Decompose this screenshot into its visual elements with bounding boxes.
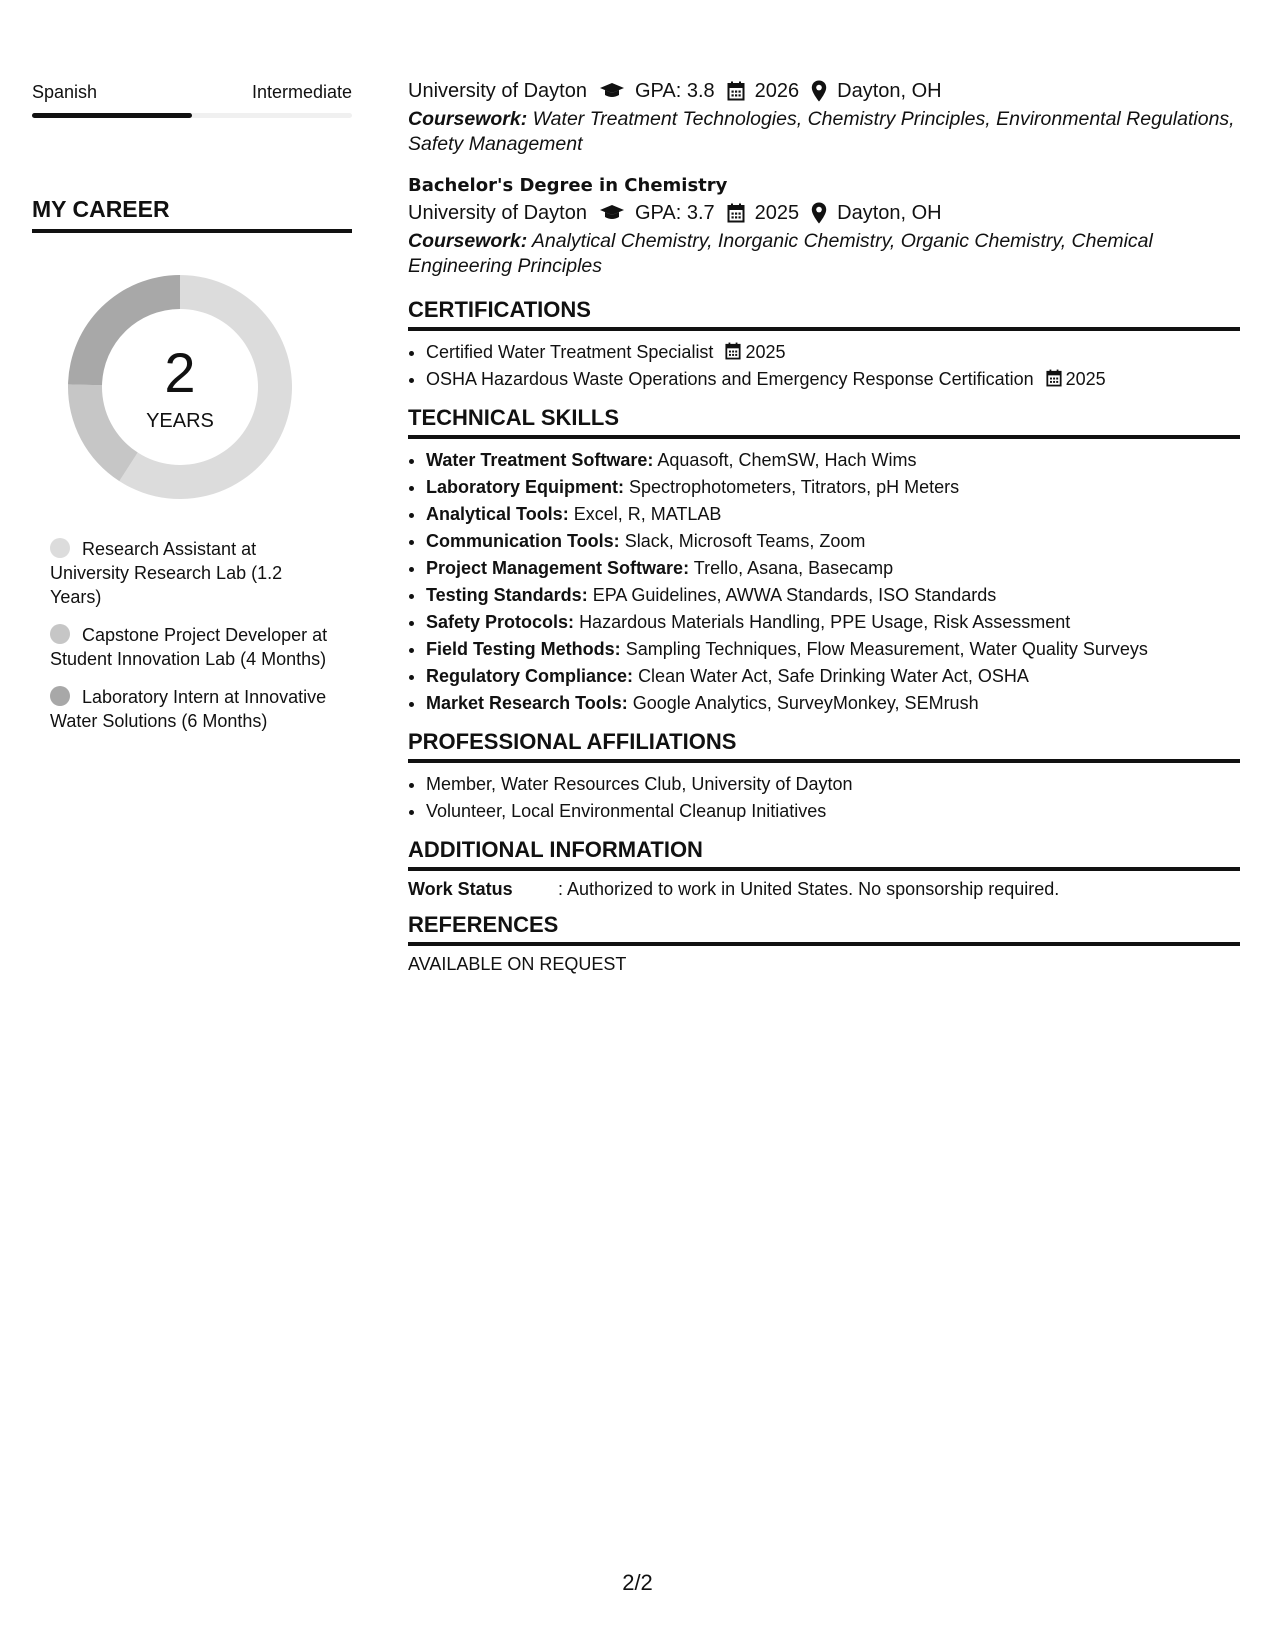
- education-meta: [408, 78, 1240, 104]
- skill-item: [426, 636, 1240, 663]
- skill-item: [426, 609, 1240, 636]
- skills-list: [408, 447, 1240, 717]
- career-item-label: Research Assistant at University Research Lab (1.2 Years): [50, 539, 283, 607]
- certification-name: OSHA Hazardous Waste Operations and Emergency Response Certification: [426, 369, 1034, 389]
- certification-year: 2025: [745, 342, 786, 362]
- legend-dot-icon: [50, 624, 70, 644]
- page-number: 2/2: [622, 1570, 653, 1595]
- skill-value: Excel, R, MATLAB: [573, 504, 722, 524]
- references-text: AVAILABLE ON REQUEST: [408, 954, 627, 974]
- skill-item: [426, 555, 1240, 582]
- career-item-label: Laboratory Intern at Innovative Water Solutions (6 Months): [50, 687, 327, 731]
- graduation-cap-icon: [599, 82, 625, 100]
- additional-info-title: ADDITIONAL INFORMATION: [408, 837, 1240, 871]
- career-legend-item: [50, 537, 330, 609]
- education-year: 2026: [754, 79, 800, 102]
- certifications-title: CERTIFICATIONS: [408, 297, 1240, 331]
- coursework-text: Analytical Chemistry, Inorganic Chemistry, Organic Chemistry, Chemical Engineering Principles: [408, 230, 1153, 277]
- map-pin-icon: [811, 202, 827, 224]
- education-location: Dayton, OH: [837, 201, 942, 224]
- education-school: University of Dayton: [408, 79, 587, 102]
- references-title: REFERENCES: [408, 912, 1240, 946]
- education-school: University of Dayton: [408, 201, 587, 224]
- work-status-label: Work Status: [408, 879, 513, 899]
- career-legend: [50, 537, 330, 747]
- skill-value: Spectrophotometers, Titrators, pH Meters: [629, 477, 960, 497]
- language-row: [32, 82, 352, 103]
- skill-item: [426, 501, 1240, 528]
- skill-value: Aquasoft, ChemSW, Hach Wims: [657, 450, 917, 470]
- graduation-cap-icon: [599, 204, 625, 222]
- skill-label: Regulatory Compliance:: [426, 666, 634, 686]
- skill-value: Slack, Microsoft Teams, Zoom: [624, 531, 866, 551]
- education-degree: Bachelor's Degree in Chemistry: [408, 175, 728, 196]
- skill-item: [426, 528, 1240, 555]
- skill-item: [426, 690, 1240, 717]
- skill-label: Communication Tools:: [426, 531, 620, 551]
- calendar-icon: [1046, 369, 1062, 387]
- skill-value: Clean Water Act, Safe Drinking Water Act, OSHA: [638, 666, 1029, 686]
- affiliation-item: • Volunteer, Local Environmental Cleanup Initiatives: [426, 798, 1240, 825]
- education-year: 2025: [754, 201, 800, 224]
- education-meta: [408, 200, 1240, 226]
- legend-dot-icon: [50, 538, 70, 558]
- certification-item: [426, 366, 1240, 393]
- education-coursework: [408, 107, 1240, 157]
- skill-value: Sampling Techniques, Flow Measurement, Water Quality Surveys: [625, 639, 1148, 659]
- language-name: Spanish: [32, 82, 98, 102]
- education-entry: [408, 78, 1240, 157]
- affiliations-list: [408, 771, 1240, 825]
- calendar-icon: [727, 203, 745, 223]
- skill-label: Safety Protocols:: [426, 612, 575, 632]
- work-status-value: : Authorized to work in United States. No sponsorship required.: [558, 879, 1060, 899]
- skill-value: EPA Guidelines, AWWA Standards, ISO Standards: [592, 585, 997, 605]
- skill-label: Market Research Tools:: [426, 693, 628, 713]
- skills-title: TECHNICAL SKILLS: [408, 405, 1240, 439]
- career-legend-item: [50, 623, 330, 671]
- skill-item: [426, 474, 1240, 501]
- skill-label: Analytical Tools:: [426, 504, 569, 524]
- coursework-label: Coursework:: [408, 108, 528, 130]
- career-legend-item: [50, 685, 330, 733]
- language-proficiency-bar: [32, 113, 352, 118]
- skill-value: Trello, Asana, Basecamp: [693, 558, 894, 578]
- certification-item: [426, 339, 1240, 366]
- skill-item: [426, 663, 1240, 690]
- coursework-label: Coursework:: [408, 230, 528, 252]
- skill-label: Testing Standards:: [426, 585, 588, 605]
- certification-name: Certified Water Treatment Specialist: [426, 342, 714, 362]
- coursework-text: Water Treatment Technologies, Chemistry Principles, Environmental Regulations, Safety Management: [408, 108, 1235, 155]
- career-item-label: Capstone Project Developer at Student Innovation Lab (4 Months): [50, 625, 328, 669]
- certifications-list: [408, 339, 1240, 393]
- education-entry: [408, 175, 1240, 279]
- skill-label: Project Management Software:: [426, 558, 690, 578]
- affiliations-title: PROFESSIONAL AFFILIATIONS: [408, 729, 1240, 763]
- skill-label: Water Treatment Software:: [426, 450, 654, 470]
- career-section-title: MY CAREER: [32, 196, 352, 233]
- calendar-icon: [725, 342, 741, 360]
- language-level: Intermediate: [251, 82, 352, 102]
- work-status-row: [408, 879, 1240, 900]
- skill-value: Hazardous Materials Handling, PPE Usage, Risk Assessment: [579, 612, 1071, 632]
- map-pin-icon: [811, 80, 827, 102]
- education-coursework: [408, 229, 1240, 279]
- education-gpa: GPA: 3.8: [634, 79, 715, 102]
- skill-value: Google Analytics, SurveyMonkey, SEMrush: [632, 693, 979, 713]
- career-total-number: 2: [164, 341, 196, 404]
- language-proficiency-fill: [32, 113, 192, 118]
- career-total-unit: YEARS: [146, 410, 214, 432]
- certification-year: 2025: [1065, 369, 1106, 389]
- education-location: Dayton, OH: [837, 79, 942, 102]
- calendar-icon: [727, 81, 745, 101]
- legend-dot-icon: [50, 686, 70, 706]
- main-content: [408, 78, 1240, 975]
- affiliation-item: • Member, Water Resources Club, University of Dayton: [426, 771, 1240, 798]
- skill-label: Field Testing Methods:: [426, 639, 621, 659]
- skill-item: [426, 582, 1240, 609]
- skill-item: [426, 447, 1240, 474]
- education-gpa: GPA: 3.7: [634, 201, 715, 224]
- skill-label: Laboratory Equipment:: [426, 477, 625, 497]
